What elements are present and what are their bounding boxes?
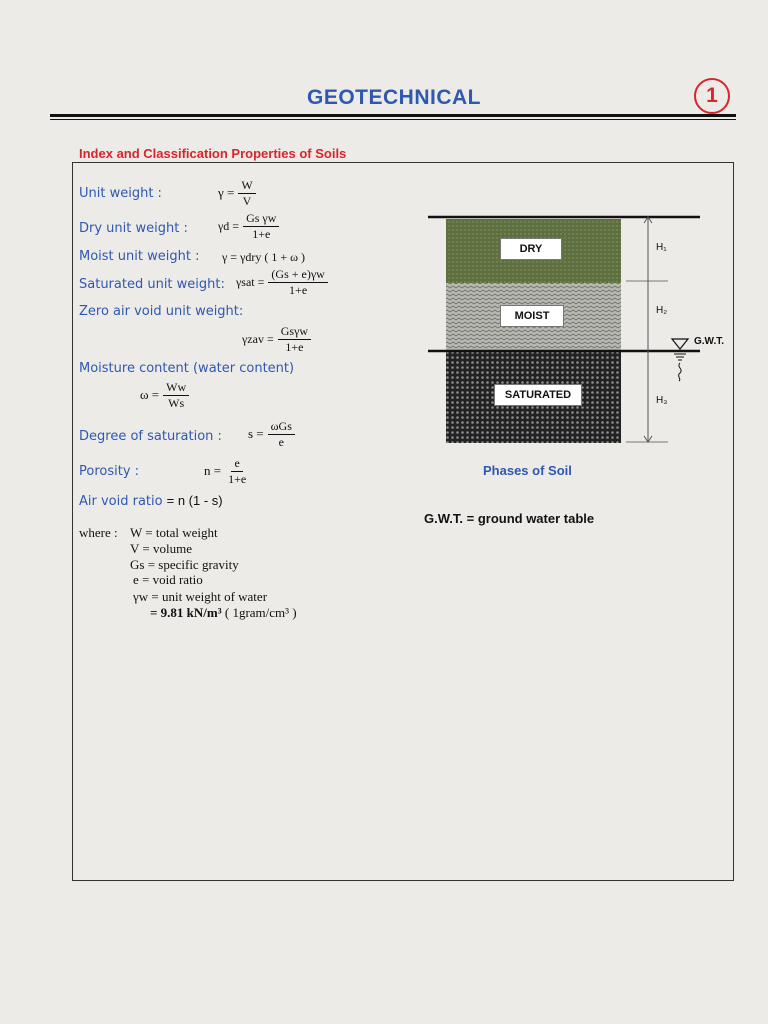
definition-item: W = total weight	[130, 525, 218, 540]
unit-weight-lhs: γ =	[218, 185, 235, 201]
unit-weight-water-bold: = 9.81 kN/m³	[150, 605, 222, 620]
fraction-numerator: Gs γw	[243, 211, 279, 227]
unit-weight-water-alt: ( 1gram/cm³ )	[224, 605, 297, 620]
fraction-denominator: V	[242, 194, 252, 208]
fraction-numerator: Gsγw	[278, 324, 311, 340]
unit-weight-label: Unit weight :	[79, 186, 162, 201]
dry-unit-weight-label: Dry unit weight :	[79, 221, 188, 236]
degree-of-saturation-formula	[248, 419, 295, 450]
porosity-formula	[204, 456, 249, 487]
moist-layer-label: MOIST	[500, 305, 564, 327]
zero-air-void-formula	[242, 324, 311, 355]
fraction-denominator: 1+e	[289, 283, 308, 297]
saturated-layer-label: SATURATED	[494, 384, 582, 406]
definition-item: Gs = specific gravity	[130, 557, 239, 572]
fraction-denominator: Ws	[168, 396, 185, 410]
porosity-label: Porosity :	[79, 464, 140, 479]
header-rule	[50, 114, 736, 117]
definition-item: e = void ratio	[133, 572, 203, 587]
diagram-caption: Phases of Soil	[483, 463, 572, 478]
gwt-definition: G.W.T. = ground water table	[424, 511, 595, 526]
moist-unit-weight-label: Moist unit weight :	[79, 249, 200, 264]
zero-air-void-lhs: γzav =	[242, 332, 274, 347]
height-label-h2: H₂	[656, 305, 668, 316]
dry-unit-weight-fraction	[243, 211, 279, 242]
fraction-numerator: W	[238, 178, 255, 194]
degree-of-saturation-lhs: s =	[248, 426, 264, 442]
fraction-denominator: 1+e	[252, 227, 271, 241]
moist-unit-weight-formula: γ = γdry ( 1 + ω )	[222, 250, 306, 264]
moisture-content-fraction	[163, 380, 189, 411]
degree-of-saturation-label: Degree of saturation :	[79, 429, 222, 444]
degree-of-saturation-fraction	[268, 419, 295, 450]
unit-weight-water-value	[150, 605, 297, 621]
fraction-denominator: e	[278, 435, 284, 449]
moisture-content-lhs: ω =	[140, 387, 160, 403]
saturated-unit-weight-label: Saturated unit weight:	[79, 277, 225, 292]
fraction-denominator: 1+e	[285, 340, 304, 354]
page-number-badge: 1	[694, 78, 730, 114]
air-void-ratio-label: Air void ratio	[79, 494, 163, 509]
gwt-label: G.W.T.	[694, 336, 724, 347]
dry-layer-label: DRY	[500, 238, 562, 260]
water-table-icon	[672, 339, 688, 349]
dry-unit-weight-formula	[218, 211, 279, 242]
moisture-content-label: Moisture content (water content)	[79, 361, 295, 376]
where-intro: where :	[79, 525, 118, 540]
header-rule-thin	[50, 119, 736, 120]
height-label-h3: H₃	[656, 395, 668, 406]
zero-air-void-label: Zero air void unit weight:	[79, 304, 244, 319]
page-title: GEOTECHNICAL	[307, 86, 481, 109]
air-void-ratio-row	[79, 492, 223, 510]
porosity-fraction	[225, 456, 249, 487]
fraction-numerator: ωGs	[268, 419, 295, 435]
definition-item: γw = unit weight of water	[133, 589, 268, 604]
fraction-numerator: Ww	[163, 380, 189, 396]
saturated-unit-weight-lhs: γsat =	[236, 275, 265, 290]
fraction-denominator: 1+e	[228, 472, 247, 486]
fraction-numerator: (Gs + e)γw	[268, 267, 327, 283]
unit-weight-formula	[218, 178, 256, 209]
dry-unit-weight-lhs: γd =	[218, 219, 240, 234]
section-title: Index and Classification Properties of Soils	[79, 146, 347, 161]
soil-phases-diagram	[420, 205, 740, 465]
unit-weight-fraction	[238, 178, 255, 209]
saturated-unit-weight-fraction	[268, 267, 327, 298]
saturated-unit-weight-formula	[236, 267, 328, 298]
moisture-content-formula	[140, 380, 189, 411]
height-label-h1: H₁	[656, 242, 667, 253]
air-void-ratio-formula: = n (1 - s)	[166, 493, 223, 508]
definition-item: V = volume	[130, 541, 192, 556]
fraction-numerator: e	[231, 456, 242, 472]
zero-air-void-fraction	[278, 324, 311, 355]
porosity-lhs: n =	[204, 463, 222, 479]
